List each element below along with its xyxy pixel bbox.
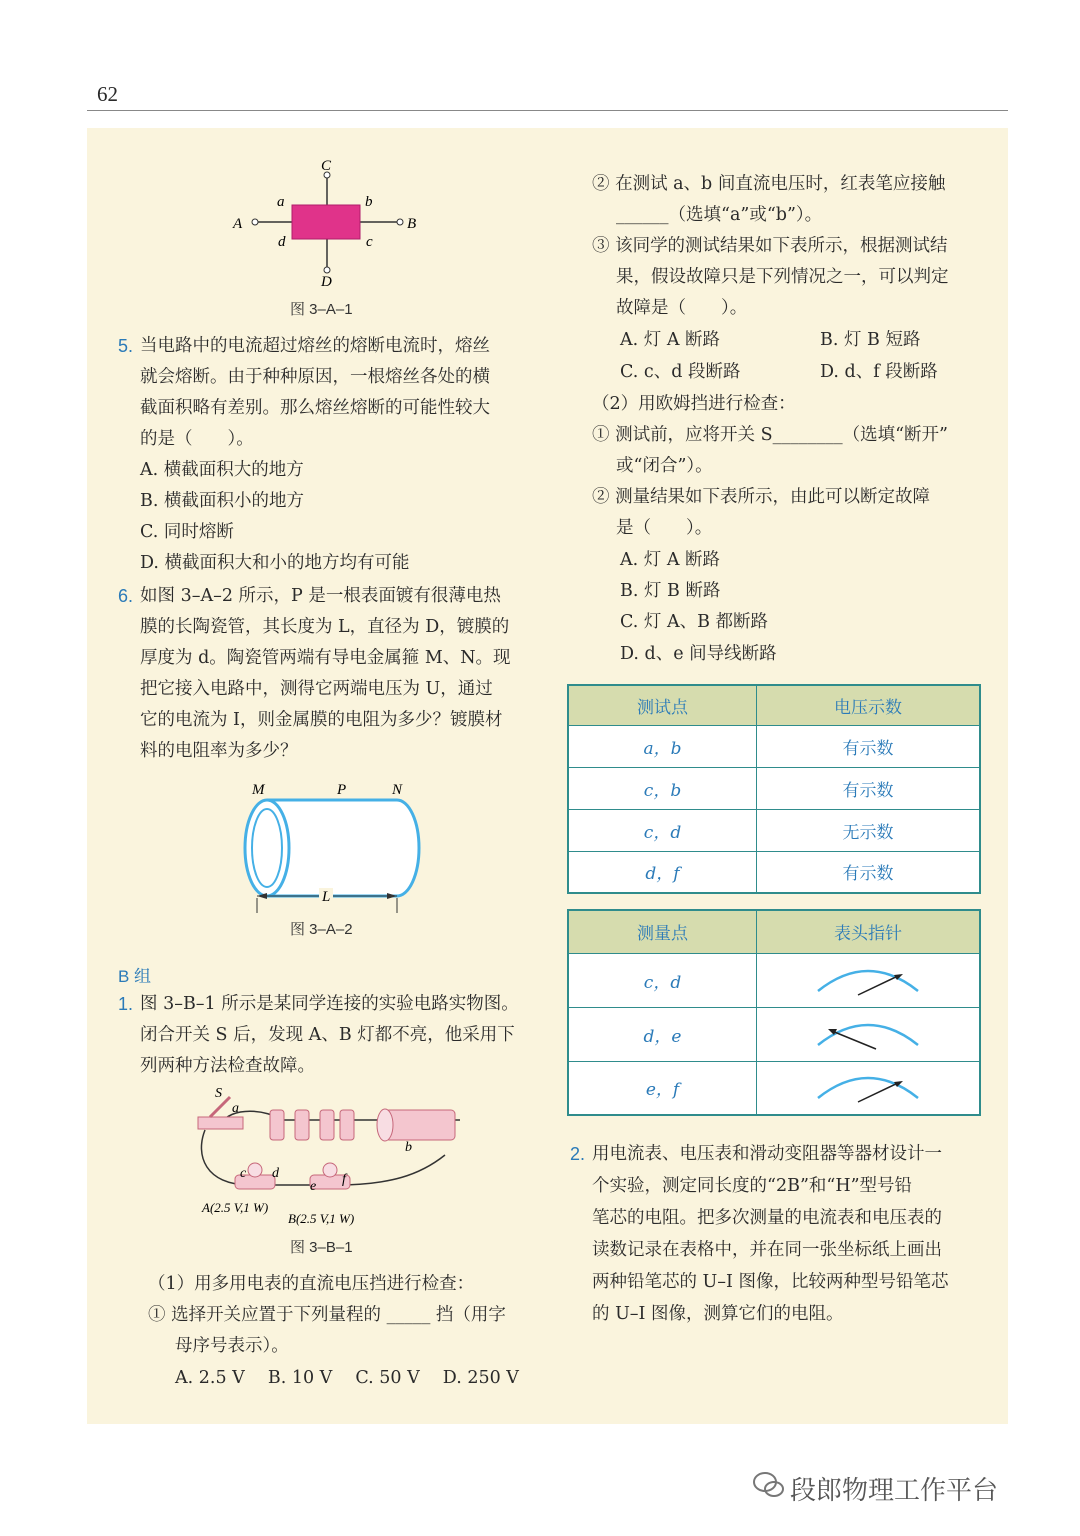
- part1-title: （1）用多用电表的直流电压挡进行检查：: [148, 1274, 475, 1294]
- label-L: L: [322, 889, 331, 905]
- part2-s1-line: ① 测试前，应将开关 S________（选填“断开”: [592, 425, 949, 445]
- label-a: a: [232, 1101, 239, 1116]
- part2-s2-option: C. 灯 A、B 都断路: [620, 612, 769, 632]
- meter-pointer-cell: [757, 953, 981, 1007]
- part2-s2-option: B. 灯 B 断路: [620, 581, 721, 601]
- label-b: b: [365, 194, 373, 210]
- part1-s2-line: ______（选填“a”或“b”）。: [616, 205, 823, 225]
- label-B: B: [407, 216, 417, 232]
- b1-line: 图 3–B–1 所示是某同学连接的实验电路实物图。: [140, 994, 519, 1014]
- table-cell: 有示数: [757, 725, 981, 767]
- q5-option: A. 横截面积大的地方: [140, 460, 304, 480]
- label-c: c: [366, 234, 373, 250]
- caption-3-a-2: 图 3–A–2: [290, 921, 353, 938]
- meter-dial-icon: [808, 959, 928, 997]
- label-C: C: [321, 160, 332, 174]
- q5-option: C. 同时熔断: [140, 522, 234, 542]
- ohm-test-table: [567, 909, 981, 1116]
- part1-s3-option: A. 灯 A 断路: [620, 330, 721, 350]
- b2-line: 的 U–I 图像，测算它们的电阻。: [592, 1304, 844, 1324]
- page-number: 62: [97, 82, 118, 106]
- q6-line: 厚度为 d。陶瓷管两端有导电金属箍 M、N。现: [140, 648, 511, 668]
- q5-option: D. 横截面积大和小的地方均有可能: [140, 553, 410, 573]
- part1-s3-line: ③ 该同学的测试结果如下表所示，根据测试结: [592, 236, 948, 256]
- part1-s3-option: B. 灯 B 短路: [820, 330, 921, 350]
- q6-line: 料的电阻率为多少？: [140, 741, 298, 761]
- table-cell: 有示数: [757, 851, 981, 893]
- figure-3-a-2: [222, 778, 432, 914]
- table-header: 表头指针: [757, 910, 981, 953]
- label-a: a: [277, 194, 285, 210]
- lamp-a-label: A(2.5 V,1 W): [202, 1200, 269, 1215]
- q6-line: 把它接入电路中，测得它两端电压为 U，通过: [140, 679, 493, 699]
- figure-3-b-1: [190, 1085, 490, 1230]
- label-e: e: [310, 1179, 317, 1194]
- table-cell: a，b: [568, 725, 757, 767]
- q5-line: 就会熔断。由于种种原因，一根熔丝各处的横: [140, 367, 490, 387]
- part2-s2-option: D. d、e 间导线断路: [620, 644, 777, 664]
- voltage-test-table: [567, 684, 981, 894]
- table-cell: d，f: [568, 851, 757, 893]
- part2-title: （2）用欧姆挡进行检查：: [592, 394, 796, 414]
- b1-line: 闭合开关 S 后，发现 A、B 灯都不亮，他采用下: [140, 1025, 515, 1045]
- b2-line: 个实验，测定同长度的“2B”和“H”型号铅: [592, 1176, 913, 1196]
- label-D: D: [321, 274, 332, 290]
- q5-line: 的是（ ）。: [140, 429, 254, 449]
- label-M: M: [252, 782, 265, 798]
- meter-dial-icon: [808, 1066, 928, 1104]
- q5-line: 当电路中的电流超过熔丝的熔断电流时，熔丝: [140, 336, 490, 356]
- part1-s1-line: 母序号表示）。: [175, 1336, 289, 1356]
- b2-line: 两种铅笔芯的 U–I 图像，比较两种型号铅笔芯: [592, 1272, 949, 1292]
- table-header: 电压示数: [757, 685, 981, 725]
- table-cell: c，d: [568, 809, 757, 851]
- lamp-b-label: B(2.5 V,1 W): [288, 1211, 355, 1226]
- table-cell: d，e: [568, 1007, 757, 1061]
- b1-line: 列两种方法检查故障。: [140, 1056, 315, 1076]
- q5-number: 5.: [118, 336, 134, 356]
- label-A: A: [233, 216, 243, 232]
- table-cell: 有示数: [757, 767, 981, 809]
- table-header: 测试点: [568, 685, 757, 725]
- part2-s1-line: 或“闭合”）。: [616, 456, 713, 476]
- label-S: S: [215, 1086, 222, 1101]
- part2-s2-line: 是（ ）。: [616, 518, 713, 538]
- label-d: d: [272, 1166, 279, 1181]
- q6-line: 如图 3–A–2 所示，P 是一根表面镀有很薄电热: [140, 586, 501, 606]
- part1-s3-option: D. d、f 段断路: [820, 362, 938, 382]
- part1-s1-line: ① 选择开关应置于下列量程的 _____ 挡（用字: [148, 1305, 506, 1325]
- label-P: P: [337, 782, 347, 798]
- header-rule: [87, 110, 1008, 111]
- b2-line: 用电流表、电压表和滑动变阻器等器材设计一: [592, 1144, 942, 1164]
- label-d: d: [278, 234, 286, 250]
- watermark-text: 段郎物理工作平台: [790, 1476, 999, 1506]
- b2-line: 读数记录在表格中，并在同一张坐标纸上画出: [592, 1240, 942, 1260]
- part2-s2-option: A. 灯 A 断路: [620, 550, 721, 570]
- wechat-icon: [752, 1470, 786, 1500]
- q6-line: 它的电流为 I，则金属膜的电阻为多少？镀膜材: [140, 710, 503, 730]
- part1-s2-line: ② 在测试 a、b 间直流电压时，红表笔应接触: [592, 174, 946, 194]
- part2-s2-line: ② 测量结果如下表所示，由此可以断定故障: [592, 487, 931, 507]
- caption-3-a-1: 图 3–A–1: [290, 301, 353, 318]
- meter-dial-icon: [808, 1013, 928, 1051]
- b2-number: 2.: [570, 1144, 586, 1164]
- figure-3-a-1: [225, 160, 425, 290]
- b2-line: 笔芯的电阻。把多次测量的电流表和电压表的: [592, 1208, 942, 1228]
- label-b: b: [405, 1140, 412, 1155]
- table-cell: c，b: [568, 767, 757, 809]
- q5-line: 截面积略有差别。那么熔丝熔断的可能性较大: [140, 398, 490, 418]
- table-cell: 无示数: [757, 809, 981, 851]
- label-c: c: [240, 1166, 247, 1181]
- q6-number: 6.: [118, 586, 134, 606]
- meter-pointer-cell: [757, 1061, 981, 1115]
- table-cell: e，f: [568, 1061, 757, 1115]
- q6-line: 膜的长陶瓷管，其长度为 L，直径为 D，镀膜的: [140, 617, 510, 637]
- label-f: f: [342, 1172, 346, 1187]
- meter-pointer-cell: [757, 1007, 981, 1061]
- caption-3-b-1: 图 3–B–1: [290, 1239, 353, 1256]
- table-cell: c，d: [568, 953, 757, 1007]
- q5-option: B. 横截面积小的地方: [140, 491, 304, 511]
- group-b-heading: B 组: [118, 967, 152, 986]
- part1-s1-options: A. 2.5 V B. 10 V C. 50 V D. 250 V: [175, 1368, 519, 1388]
- part1-s3-option: C. c、d 段断路: [620, 362, 741, 382]
- part1-s3-line: 果，假设故障只是下列情况之一，可以判定: [616, 267, 949, 287]
- label-N: N: [392, 782, 403, 798]
- part1-s3-line: 故障是（ ）。: [616, 298, 748, 318]
- b1-number: 1.: [118, 994, 134, 1014]
- table-header: 测量点: [568, 910, 757, 953]
